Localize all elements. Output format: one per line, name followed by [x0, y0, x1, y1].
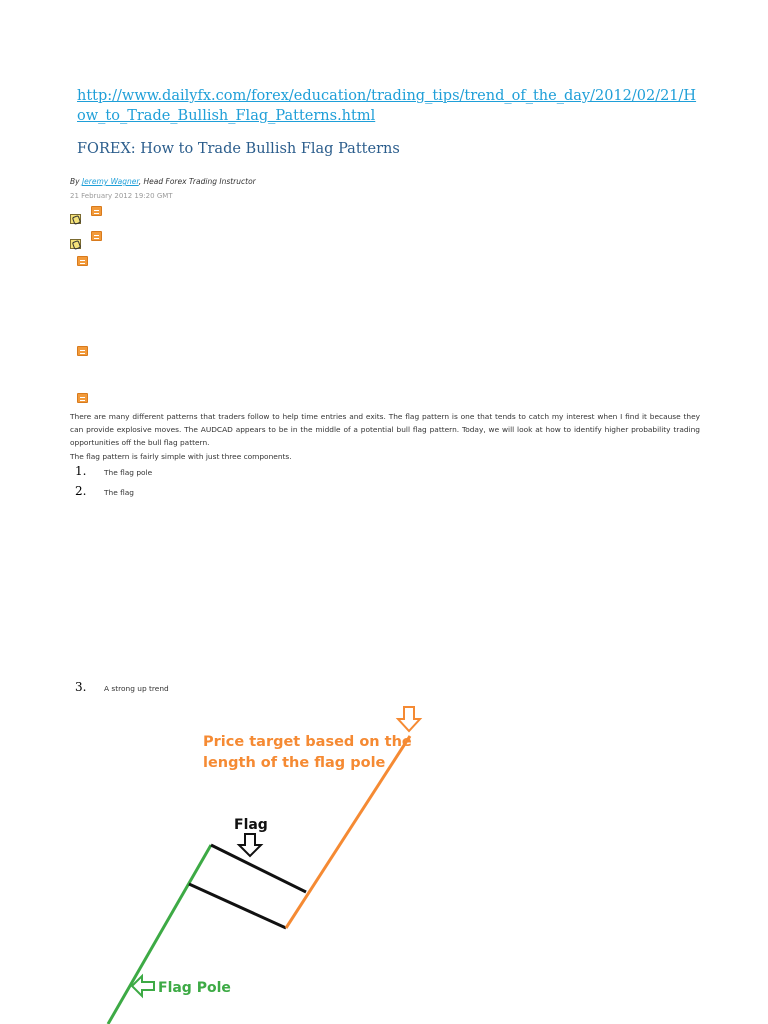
article-date: 21 February 2012 19:20 GMT — [70, 192, 173, 200]
list-number: 2. — [75, 484, 87, 498]
article-paragraph: There are many different patterns that traders follow to help time entries and exits. The flag pattern is one that tends to catch my interest when I find it because they can provide explosive moves. The AUDCAD appears to be in the middle of a potential bull flag pattern. Today, we will look at how to identify higher probability trading opportunities off the bull flag pattern. — [70, 412, 700, 447]
flag-lower-line — [189, 884, 286, 928]
flag-upper-line — [211, 845, 306, 892]
by-prefix: By — [70, 177, 82, 186]
flag-arrow-icon — [239, 834, 261, 856]
flag-label: Flag — [234, 817, 268, 833]
article-intro: The flag pattern is fairly simple with just three components. — [70, 452, 292, 461]
flag-pole-label: Flag Pole — [158, 980, 231, 996]
list-item: The flag pole — [104, 468, 153, 477]
list-item: A strong up trend — [104, 684, 169, 693]
flag-pole-line — [108, 845, 211, 1024]
article-title: FOREX: How to Trade Bullish Flag Patterns — [77, 141, 400, 157]
target-label-line1: Price target based on the — [203, 734, 412, 750]
author-link[interactable]: Jeremy Wagner — [81, 177, 139, 186]
target-arrow-icon — [398, 707, 420, 731]
list-number: 3. — [75, 680, 87, 694]
author-role: , Head Forex Trading Instructor — [138, 177, 256, 186]
target-label-line2: length of the flag pole — [203, 755, 386, 771]
list-number: 1. — [75, 464, 87, 478]
list-item: The flag — [104, 488, 134, 497]
source-url-link[interactable]: http://www.dailyfx.com/forex/education/trading_tips/trend_of_the_day/2012/02/21/How_to_Trade_Bullish_Flag_Patterns.html — [77, 88, 697, 124]
